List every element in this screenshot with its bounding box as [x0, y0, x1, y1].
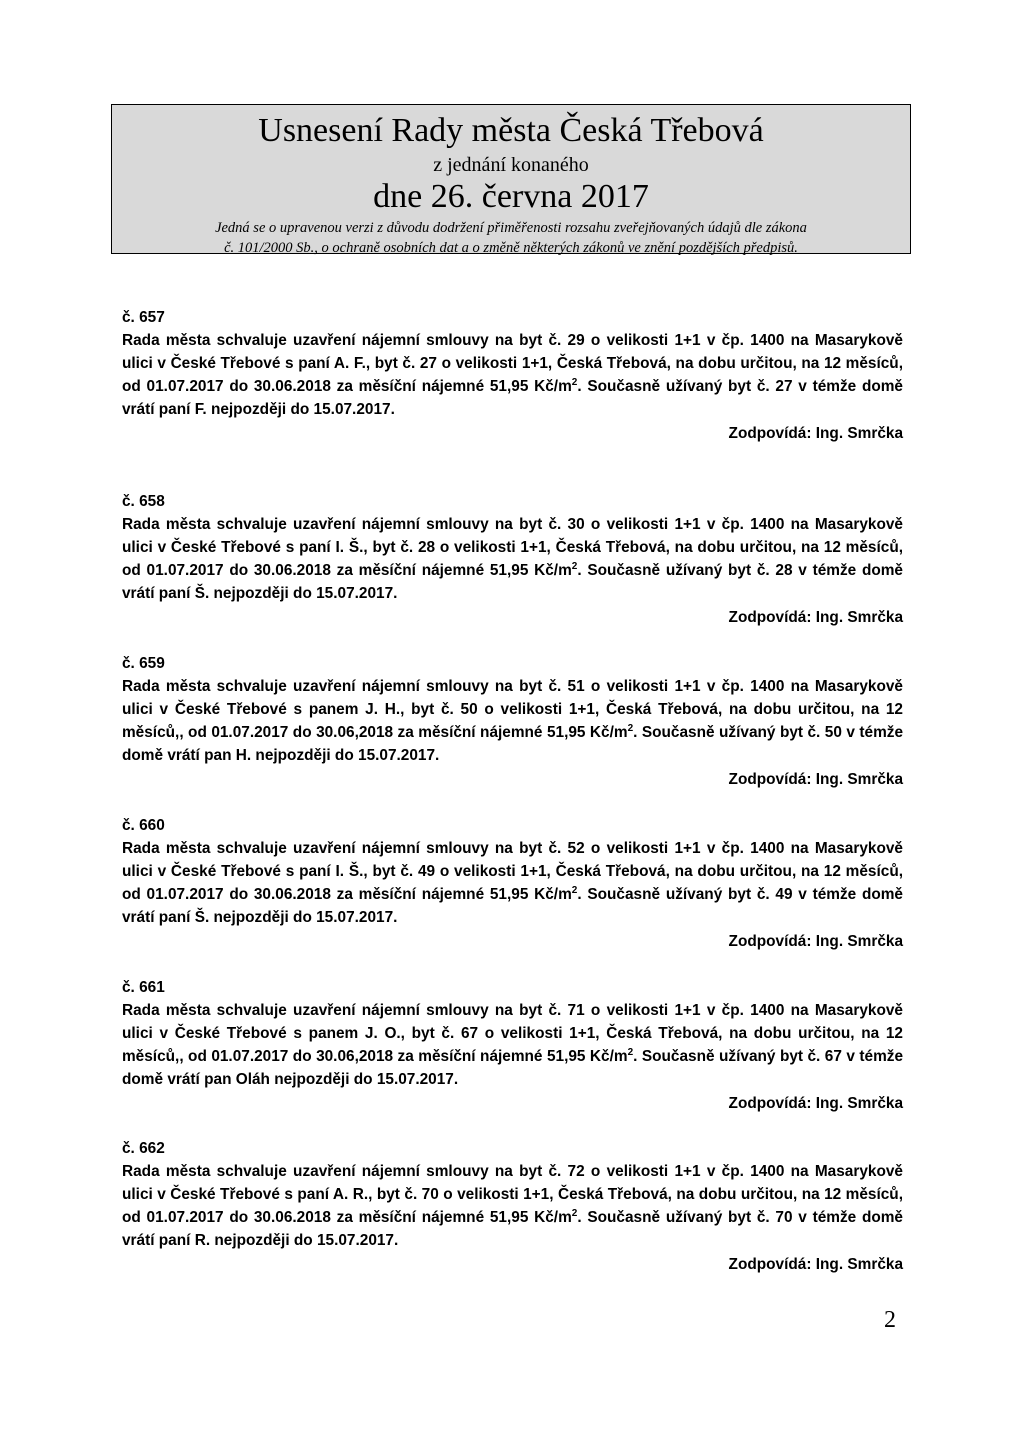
page-number: 2 [884, 1307, 896, 1333]
resolution-text: Rada města schvaluje uzavření nájemní smlouvy na byt č. 52 o velikosti 1+1 v čp. 1400 na Masarykově ulici v České Třebové s paní I. Š., byt č. 49 o velikosti 1+1, Česká Třebová, na dobu určitou, na 12 měsíců, od 01.07.2017 do 30.06.2018 za měsíční nájemné 51,95 $Kč/m^2$. Současně užívaný byt č. 49 v témže domě vrátí paní Š. nejpozději do 15.07.2017. [122, 840, 903, 926]
note-line-2: č. 101/2000 Sb., o ochraně osobních dat a o změně některých zákonů ve znění pozdějších předpisů. [224, 240, 798, 256]
meeting-date: dne 26. června 2017 [373, 178, 649, 215]
resolution-number: č. 657 [122, 309, 165, 326]
document-subtitle: z jednání konaného [433, 154, 589, 176]
resolution-662 [122, 1137, 903, 1276]
responsible-person: Zodpovídá: Ing. Smrčka [728, 1256, 903, 1273]
resolution-text: Rada města schvaluje uzavření nájemní smlouvy na byt č. 30 o velikosti 1+1 v čp. 1400 na Masarykově ulici v České Třebové s paní I. Š., byt č. 28 o velikosti 1+1, Česká Třebová, na dobu určitou, na 12 měsíců, od 01.07.2017 do 30.06.2018 za měsíční nájemné 51,95 $Kč/m^2$. Současně užívaný byt č. 28 v témže domě vrátí paní Š. nejpozději do 15.07.2017. [122, 516, 903, 602]
responsible-person: Zodpovídá: Ing. Smrčka [728, 933, 903, 950]
resolution-number: č. 660 [122, 817, 165, 834]
resolution-number: č. 658 [122, 493, 165, 510]
responsible-person: Zodpovídá: Ing. Smrčka [728, 771, 903, 788]
resolution-660 [122, 814, 903, 953]
resolution-659 [122, 652, 903, 791]
document-header [111, 104, 911, 254]
resolution-number: č. 659 [122, 655, 165, 672]
resolution-657 [122, 306, 903, 445]
resolution-text: Rada města schvaluje uzavření nájemní smlouvy na byt č. 51 o velikosti 1+1 v čp. 1400 na Masarykově ulici v České Třebové s panem J. H., byt č. 50 o velikosti 1+1, Česká Třebová, na dobu určitou, na 12 měsíců,, od 01.07.2017 do 30.06,2018 za měsíční nájemné 51,95 $Kč/m^2$. Současně užívaný byt č. 50 v témže domě vrátí pan H. nejpozději do 15.07.2017. [122, 678, 904, 764]
resolution-text: Rada města schvaluje uzavření nájemní smlouvy na byt č. 29 o velikosti 1+1 v čp. 1400 na Masarykově ulici v České Třebové s paní A. F., byt č. 27 o velikosti 1+1, Česká Třebová, na dobu určitou, na 12 měsíců, od 01.07.2017 do 30.06.2018 za měsíční nájemné 51,95 $Kč/m^2$. Současně užívaný byt č. 27 v témže domě vrátí paní F. nejpozději do 15.07.2017. [122, 332, 903, 418]
responsible-person: Zodpovídá: Ing. Smrčka [728, 1095, 903, 1112]
resolution-text: Rada města schvaluje uzavření nájemní smlouvy na byt č. 72 o velikosti 1+1 v čp. 1400 na Masarykově ulici v České Třebové s paní A. R., byt č. 70 o velikosti 1+1, Česká Třebová, na dobu určitou, na 12 měsíců, od 01.07.2017 do 30.06.2018 za měsíční nájemné 51,95 $Kč/m^2$. Současně užívaný byt č. 70 v témže domě vrátí paní R. nejpozději do 15.07.2017. [122, 1163, 903, 1249]
responsible-person: Zodpovídá: Ing. Smrčka [728, 425, 903, 442]
resolution-658 [122, 490, 903, 629]
anonymization-note [112, 218, 910, 258]
document-title: Usnesení Rady města Česká Třebová [258, 112, 764, 149]
resolution-number: č. 661 [122, 979, 165, 996]
resolution-number: č. 662 [122, 1140, 165, 1157]
note-line-1: Jedná se o upravenou verzi z důvodu dodržení přiměřenosti rozsahu zveřejňovaných údajů dle zákona [215, 220, 807, 236]
responsible-person: Zodpovídá: Ing. Smrčka [728, 609, 903, 626]
resolution-text: Rada města schvaluje uzavření nájemní smlouvy na byt č. 71 o velikosti 1+1 v čp. 1400 na Masarykově ulici v České Třebové s panem J. O., byt č. 67 o velikosti 1+1, Česká Třebová, na dobu určitou, na 12 měsíců,, od 01.07.2017 do 30.06,2018 za měsíční nájemné 51,95 $Kč/m^2$. Současně užívaný byt č. 67 v témže domě vrátí pan Oláh nejpozději do 15.07.2017. [122, 1002, 904, 1088]
resolution-661 [122, 976, 903, 1115]
